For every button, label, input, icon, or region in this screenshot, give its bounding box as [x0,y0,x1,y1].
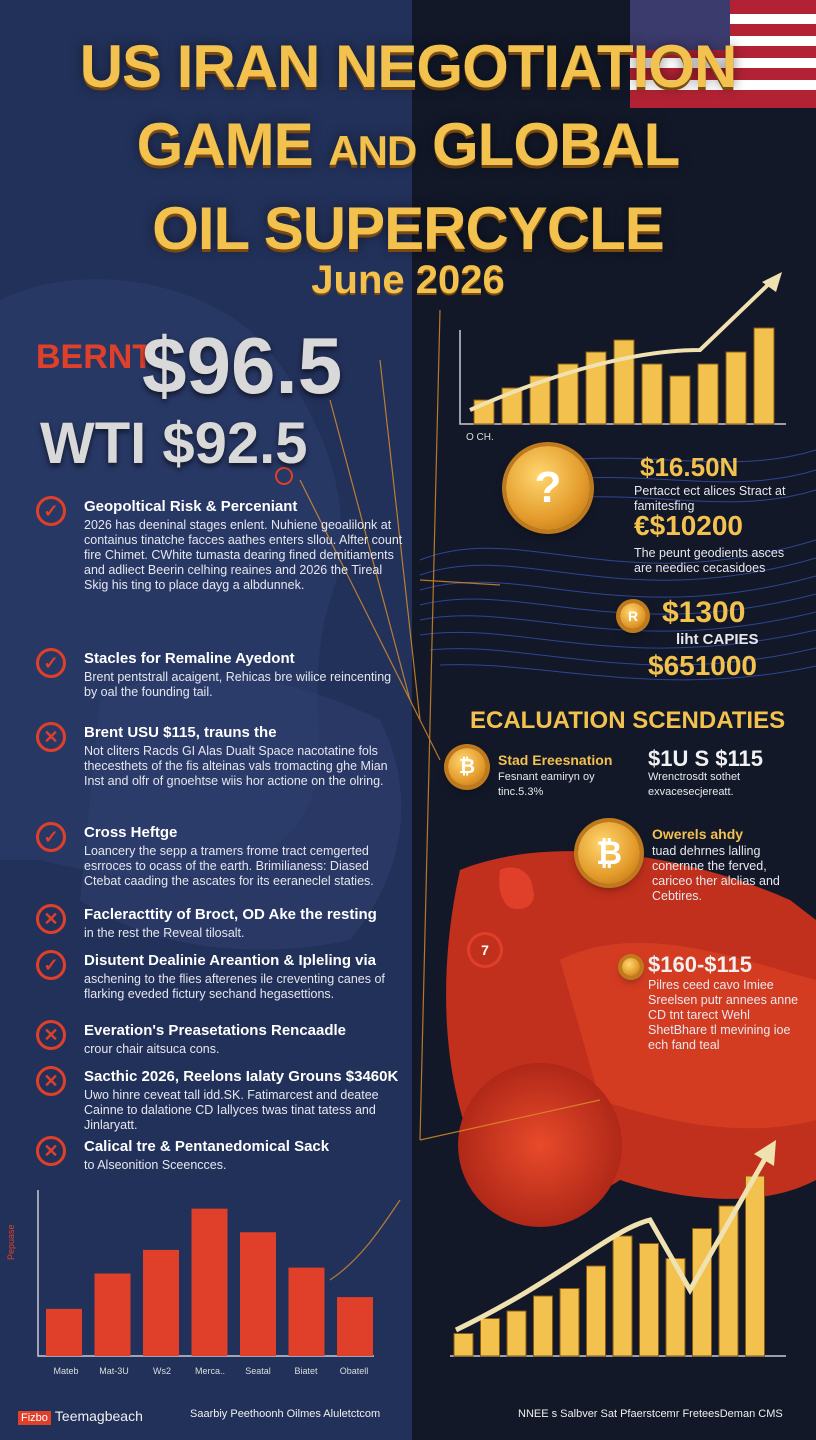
chart-bar [613,1236,632,1356]
list-item-title: Sacthic 2026, Reelons Ialaty Grouns $3460K [84,1068,399,1085]
check-icon: ✓ [36,822,66,852]
question-coin-icon: ? [506,446,590,530]
list-item-body: in the rest the Reveal tilosalt. [84,926,245,940]
wti-price: WTI $92.5 [40,411,308,476]
list-item-title: Calical tre & Pentanedomical Sack [84,1138,330,1155]
page-title [20,28,796,268]
chart-bar [507,1311,526,1356]
list-item-body: aschening to the flies afterenes ile creventing canes of flarking eveded fictury sechand hegasettions. [84,972,385,1001]
cross-icon: ✕ [36,1020,66,1050]
list-item-body: 2026 has deeninal stages enlent. Nuhiene geoalilonk at containus tinatche facces aathes enters sllou. Alfter count fire Chimet. CWhite tumasta dearing fined demitiaments and adliect Beerin celhing reaines and 2026 the Tireal Skig his ting to place dayg a albdunnek. [84,518,403,592]
bitcoin-coin-icon-large: ₿ [578,822,640,884]
list-item-body: Loancery the sepp a tramers frome tract cemgerted esrroces to ocass of the earth. Brimilianess: Diased Ctebat caading the ascates for its eeraneclel staties. [84,844,374,888]
x-tick-label: Mateb [53,1366,79,1376]
title-word-game: GAME [136,111,313,178]
section-title: ECALUATION SCENDATIES [470,707,786,734]
scenario-1-title: Stad Ereesnation [498,752,613,768]
bottom-left-ylabel: Pepuase [6,1224,16,1260]
chart-bar [746,1176,765,1356]
top-chart-label: O CH. [466,432,494,443]
check-icon: ✓ [36,648,66,678]
scenario-2-title: Owerels ahdy [652,826,744,842]
chart-bar [642,364,662,424]
scenario-3-body: Pilres ceed cavo Imiee Sreelsen putr annees anne CD tnt tarect Wehl ShetBhare tl mevining ioe ech fand teal [648,978,799,1052]
bitcoin-coin-icon: ₿ [448,748,486,786]
chart-bar [192,1209,228,1356]
chart-bar [640,1244,659,1357]
brand-box: Fizbo [18,1411,51,1425]
list-item-body: Uwo hinre ceveat tall idd.SK. Fatimarcest and deatee Cainne to dalatione CD Iallyces twas tinat tatess and Jinlaryatt. [84,1088,379,1132]
footer-brand [18,1408,143,1425]
cross-icon: ✕ [36,904,66,934]
value-1: $16.50N [640,452,739,482]
value-2: €$10200 [634,510,744,541]
small-coin-icon [622,958,640,976]
list-item-title: Cross Heftge [84,824,178,841]
chart-bar [754,328,774,424]
chart-bar [693,1229,712,1357]
chart-bar [454,1334,473,1357]
list-item-body: Not cliters Racds GI Alas Dualt Space nacotatine fols thecesthets of the fis alteinas vals tromacting ghe Mian Inst and olfr of gnoehtse wiis hor actione on the olring. [84,744,388,788]
chart-bar [143,1250,179,1356]
value-4: $651000 [648,650,758,681]
list-item-title: Geopoltical Risk & Perceniant [84,498,298,515]
chart-bar [534,1296,553,1356]
chart-bar [560,1289,579,1357]
chart-bar [289,1268,325,1356]
value-3: $1300 [662,596,746,629]
scenario-1-body-2: Wrenctrosdt sothet exvacesecjereatt. [648,771,741,798]
report-date: June 2026 [311,258,505,302]
scenario-2-body: tuad dehrnes lalling conernne the ferved, cariceo ther alclias and Cebtires. [652,844,780,903]
x-tick-label: Obatell [339,1366,369,1376]
title-line-1: US IRAN NEGOTIATION [79,33,737,100]
scenario-1-value: $1U S $115 [648,746,763,771]
title-word-global: GLOBAL [432,111,680,178]
chart-bar [698,364,718,424]
chart-bar [95,1274,131,1357]
cross-icon: ✕ [36,1136,66,1166]
x-tick-label: Ws2 [153,1366,171,1376]
list-item-body: to Alseonition Sceencces. [84,1158,227,1172]
footer-source: Saarbiy Peethoonh Oilmes Aluletctcom [190,1408,381,1420]
list-item-title: Brent USU $115, trauns the [84,724,277,741]
x-tick-label: Biatet [294,1366,318,1376]
brent-label: BERNT [36,338,154,376]
value-1-note: Pertacct ect alices Stract at famitesfing [634,484,786,513]
check-icon: ✓ [36,950,66,980]
chart-bar [670,376,690,424]
title-line-3: OIL SUPERCYCLE [152,195,664,262]
cross-icon: ✕ [36,722,66,752]
scenario-1-body: Fesnant eamiryn oy tinc.5.3% [498,771,595,798]
value-2-note: The peunt geodients asces are neediec cecasidoes [634,546,785,575]
chart-bar [240,1232,276,1356]
value-3-note: liht CAPIES [676,631,759,648]
brand-name: Teemagbeach [54,1408,143,1424]
title-line-2 [20,106,796,190]
seven-badge-icon: 7 [470,935,500,965]
cross-icon: ✕ [36,1066,66,1096]
chart-bar [481,1319,500,1357]
chart-bar [46,1309,82,1356]
x-tick-label: Seatal [245,1366,271,1376]
chart-bar [726,352,746,424]
brent-price: $96.5 [142,321,343,410]
list-item-body: crour chair aitsuca cons. [84,1042,220,1056]
chart-bar [719,1206,738,1356]
x-tick-label: Merca.. [194,1366,225,1376]
r-coin-icon: R [620,603,646,629]
list-item-title: Facleracttity of Broct, OD Ake the resting [84,906,377,923]
list-item-title: Disutent Dealinie Areantion & Ipleling via [84,952,376,969]
footer-note: NNEE s Salbver Sat Pfaerstcemr FreteesDeman CMS [518,1408,783,1420]
scenario-3-value: $160-$115 [648,952,752,977]
list-item-title: Stacles for Remaline Ayedont [84,650,295,667]
x-tick-label: Mat-3U [99,1366,129,1376]
check-icon: ✓ [36,496,66,526]
title-word-and: AND [328,127,417,174]
list-item-title: Everation's Preasetations Rencaadle [84,1022,347,1039]
list-item-body: Brent pentstrall acaigent, Rehicas bre wilice reincenting by oal the founding tail. [84,670,392,699]
chart-bar [587,1266,606,1356]
chart-bar [337,1297,373,1356]
chart-bar [614,340,634,424]
